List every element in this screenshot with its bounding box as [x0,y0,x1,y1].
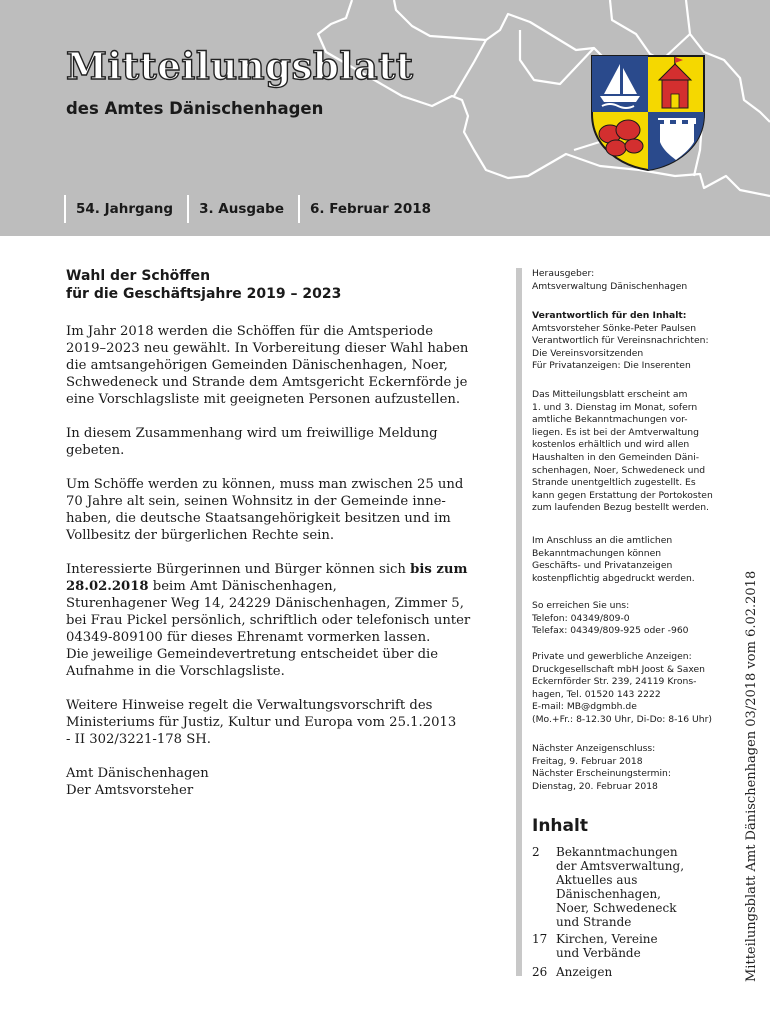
text-line: Amtsvorsteher Sönke-Peter Paulsen [532,322,697,334]
text-line: Im Anschluss an die amtlichen [532,535,673,546]
text-line: E-mail: MB@dgmbh.de [532,701,637,713]
text-line: Nächster Anzeigenschluss: [532,743,656,754]
deadline-block [532,743,737,793]
text-line: Private und gewerbliche Anzeigen: [532,651,692,662]
article-title-line: für die Geschäftsjahre 2019 – 2023 [66,285,342,302]
text-line: Vollbesitz der bürgerlichen Rechte sein. [66,528,335,543]
text-line: zum laufenden Bezug bestellt werden. [532,502,709,514]
deadline-text: bis zum [410,562,468,577]
text-line: Der Amtsvorsteher [66,783,194,798]
article [66,268,474,816]
text-line: Noer, Schwedeneck [556,901,677,915]
text-line: Nächster Erscheinungstermin: [532,768,671,780]
ads-info [532,535,737,585]
text-line: Aktuelles aus [556,873,638,887]
text-line: Telefax: 04349/809-925 oder -960 [532,625,689,637]
text-line: und Verbände [556,946,641,960]
toc-entry [532,845,732,929]
text-line: 70 Jahre alt sein, seinen Wohnsitz in der Gemeinde inne- [66,494,446,509]
text-line: Freitag, 9. Februar 2018 [532,755,643,767]
signature [66,765,474,799]
toc-label [556,965,612,979]
text-line: eine Vorschlagsliste mit geeigneten Personen aufzustellen. [66,392,461,407]
text-line: und Strande [556,915,632,929]
text-line: Für Privatanzeigen: Die Inserenten [532,360,691,372]
text-line: Aufnahme in die Vorschlagsliste. [66,664,285,679]
toc-page: 17 [532,932,548,946]
text-line: Geschäfts- und Privatanzeigen [532,560,673,572]
text-line: Das Mitteilungsblatt erscheint am [532,389,688,400]
text-line: kostenpflichtig abgedruckt werden. [532,572,695,584]
text-line: Schwedeneck und Strande dem Amtsgericht Eckernförde je [66,375,468,390]
text-line: Verantwortlich für den Inhalt: [532,310,687,321]
paragraph [66,323,474,408]
text-line: 1. und 3. Dienstag im Monat, sofern [532,401,698,413]
text-line: Kirchen, Vereine [556,932,658,946]
text-line: 04349-809100 für dieses Ehrenamt vormerken lassen. [66,630,431,645]
text-line: Die Vereinsvorsitzenden [532,347,644,359]
paragraph [66,425,474,459]
text-line: - II 302/3221-178 SH. [66,732,211,747]
text-line: Weitere Hinweise regelt die Verwaltungsvorschrift des [66,698,433,713]
text-line: Verantwortlich für Vereinsnachrichten: [532,335,709,347]
paragraph [66,697,474,748]
text-line: die amtsangehörigen Gemeinden Dänischenhagen, Noer, [66,358,448,373]
text-fragment: Interessierte Bürgerinnen und Bürger können sich [66,562,411,577]
issue-number: 3. Ausgabe [187,195,298,223]
toc-label [556,845,684,929]
text-line: Um Schöffe werden zu können, muss man zwischen 25 und [66,477,464,492]
vertical-footer-text: Mitteilungsblatt Amt Dänischenhagen 03/2018 vom 6.02.2018 [744,570,759,982]
toc-page: 2 [532,845,540,859]
paragraph [66,561,474,680]
text-line: Druckgesellschaft mbH Joost & Saxen [532,663,706,675]
text-line: In diesem Zusammenhang wird um freiwillige Meldung [66,426,438,441]
text-line: schenhagen, Noer, Schwedeneck und [532,464,706,476]
issue-info [64,195,445,223]
text-line: Anzeigen [556,965,613,979]
text-line: Bekanntmachungen können [532,547,662,559]
text-line: gebeten. [66,443,125,458]
toc-label [556,932,658,960]
text-line: Herausgeber: [532,268,595,279]
text-line: So erreichen Sie uns: [532,600,630,611]
text-line: hagen, Tel. 01520 143 2222 [532,688,661,700]
contents-heading: Inhalt [532,816,588,836]
text-fragment: beim Amt Dänischenhagen, [148,579,337,594]
text-line: Dienstag, 20. Februar 2018 [532,780,658,792]
publisher-block [532,268,737,293]
contact-block [532,600,737,638]
text-line: Ministeriums für Justiz, Kultur und Europa vom 25.1.2013 [66,715,457,730]
text-line: Strande unentgeltlich zugestellt. Es [532,477,696,489]
article-title [66,268,474,303]
coat-of-arms-icon [590,54,706,172]
text-line: Amt Dänischenhagen [66,766,209,781]
text-line: Im Jahr 2018 werden die Schöffen für die Amtsperiode [66,324,434,339]
toc-entry [532,932,732,960]
text-line: der Amtsverwaltung, [556,859,685,873]
text-line: Die jeweilige Gemeindevertretung entscheidet über die [66,647,439,662]
text-line: 2019–2023 neu gewählt. In Vorbereitung dieser Wahl haben [66,341,469,356]
text-line: liegen. Es ist bei der Amtverwaltung [532,426,699,438]
paragraph [66,476,474,544]
text-line: Haushalten in den Gemeinden Däni- [532,451,700,463]
text-line: amtliche Bekanntmachungen vor- [532,414,688,426]
text-line: Telefon: 04349/809-0 [532,612,630,624]
toc-page: 26 [532,965,548,979]
toc-entry [532,965,732,979]
advertising-contact [532,651,737,727]
text-line: haben, die deutsche Staatsangehörigkeit besitzen und im [66,511,451,526]
issue-date: 6. Februar 2018 [298,195,445,223]
text-line: (Mo.+Fr.: 8-12.30 Uhr, Di-Do: 8-16 Uhr) [532,713,712,725]
publication-title: Mitteilungsblatt [66,44,414,88]
text-line: Bekanntmachungen [556,845,678,859]
text-line: Eckernförder Str. 239, 24119 Krons- [532,676,697,688]
publication-subtitle: des Amtes Dänischenhagen [66,99,324,118]
sidebar [516,268,736,979]
deadline-date: 28.02.2018 [66,579,149,594]
text-line: bei Frau Pickel persönlich, schriftlich oder telefonisch unter [66,613,471,628]
text-line: kann gegen Erstattung der Portokosten [532,489,713,501]
article-title-line: Wahl der Schöffen [66,268,211,284]
responsibility-block [532,310,737,373]
text-line: kostenlos erhältlich und wird allen [532,439,690,451]
publication-info [532,389,737,515]
volume: 54. Jahrgang [64,195,187,223]
text-line: Amtsverwaltung Dänischenhagen [532,280,688,292]
masthead [0,0,770,236]
text-line: Dänischenhagen, [556,887,661,901]
text-line: Sturenhagener Weg 14, 24229 Dänischenhagen, Zimmer 5, [66,596,464,611]
